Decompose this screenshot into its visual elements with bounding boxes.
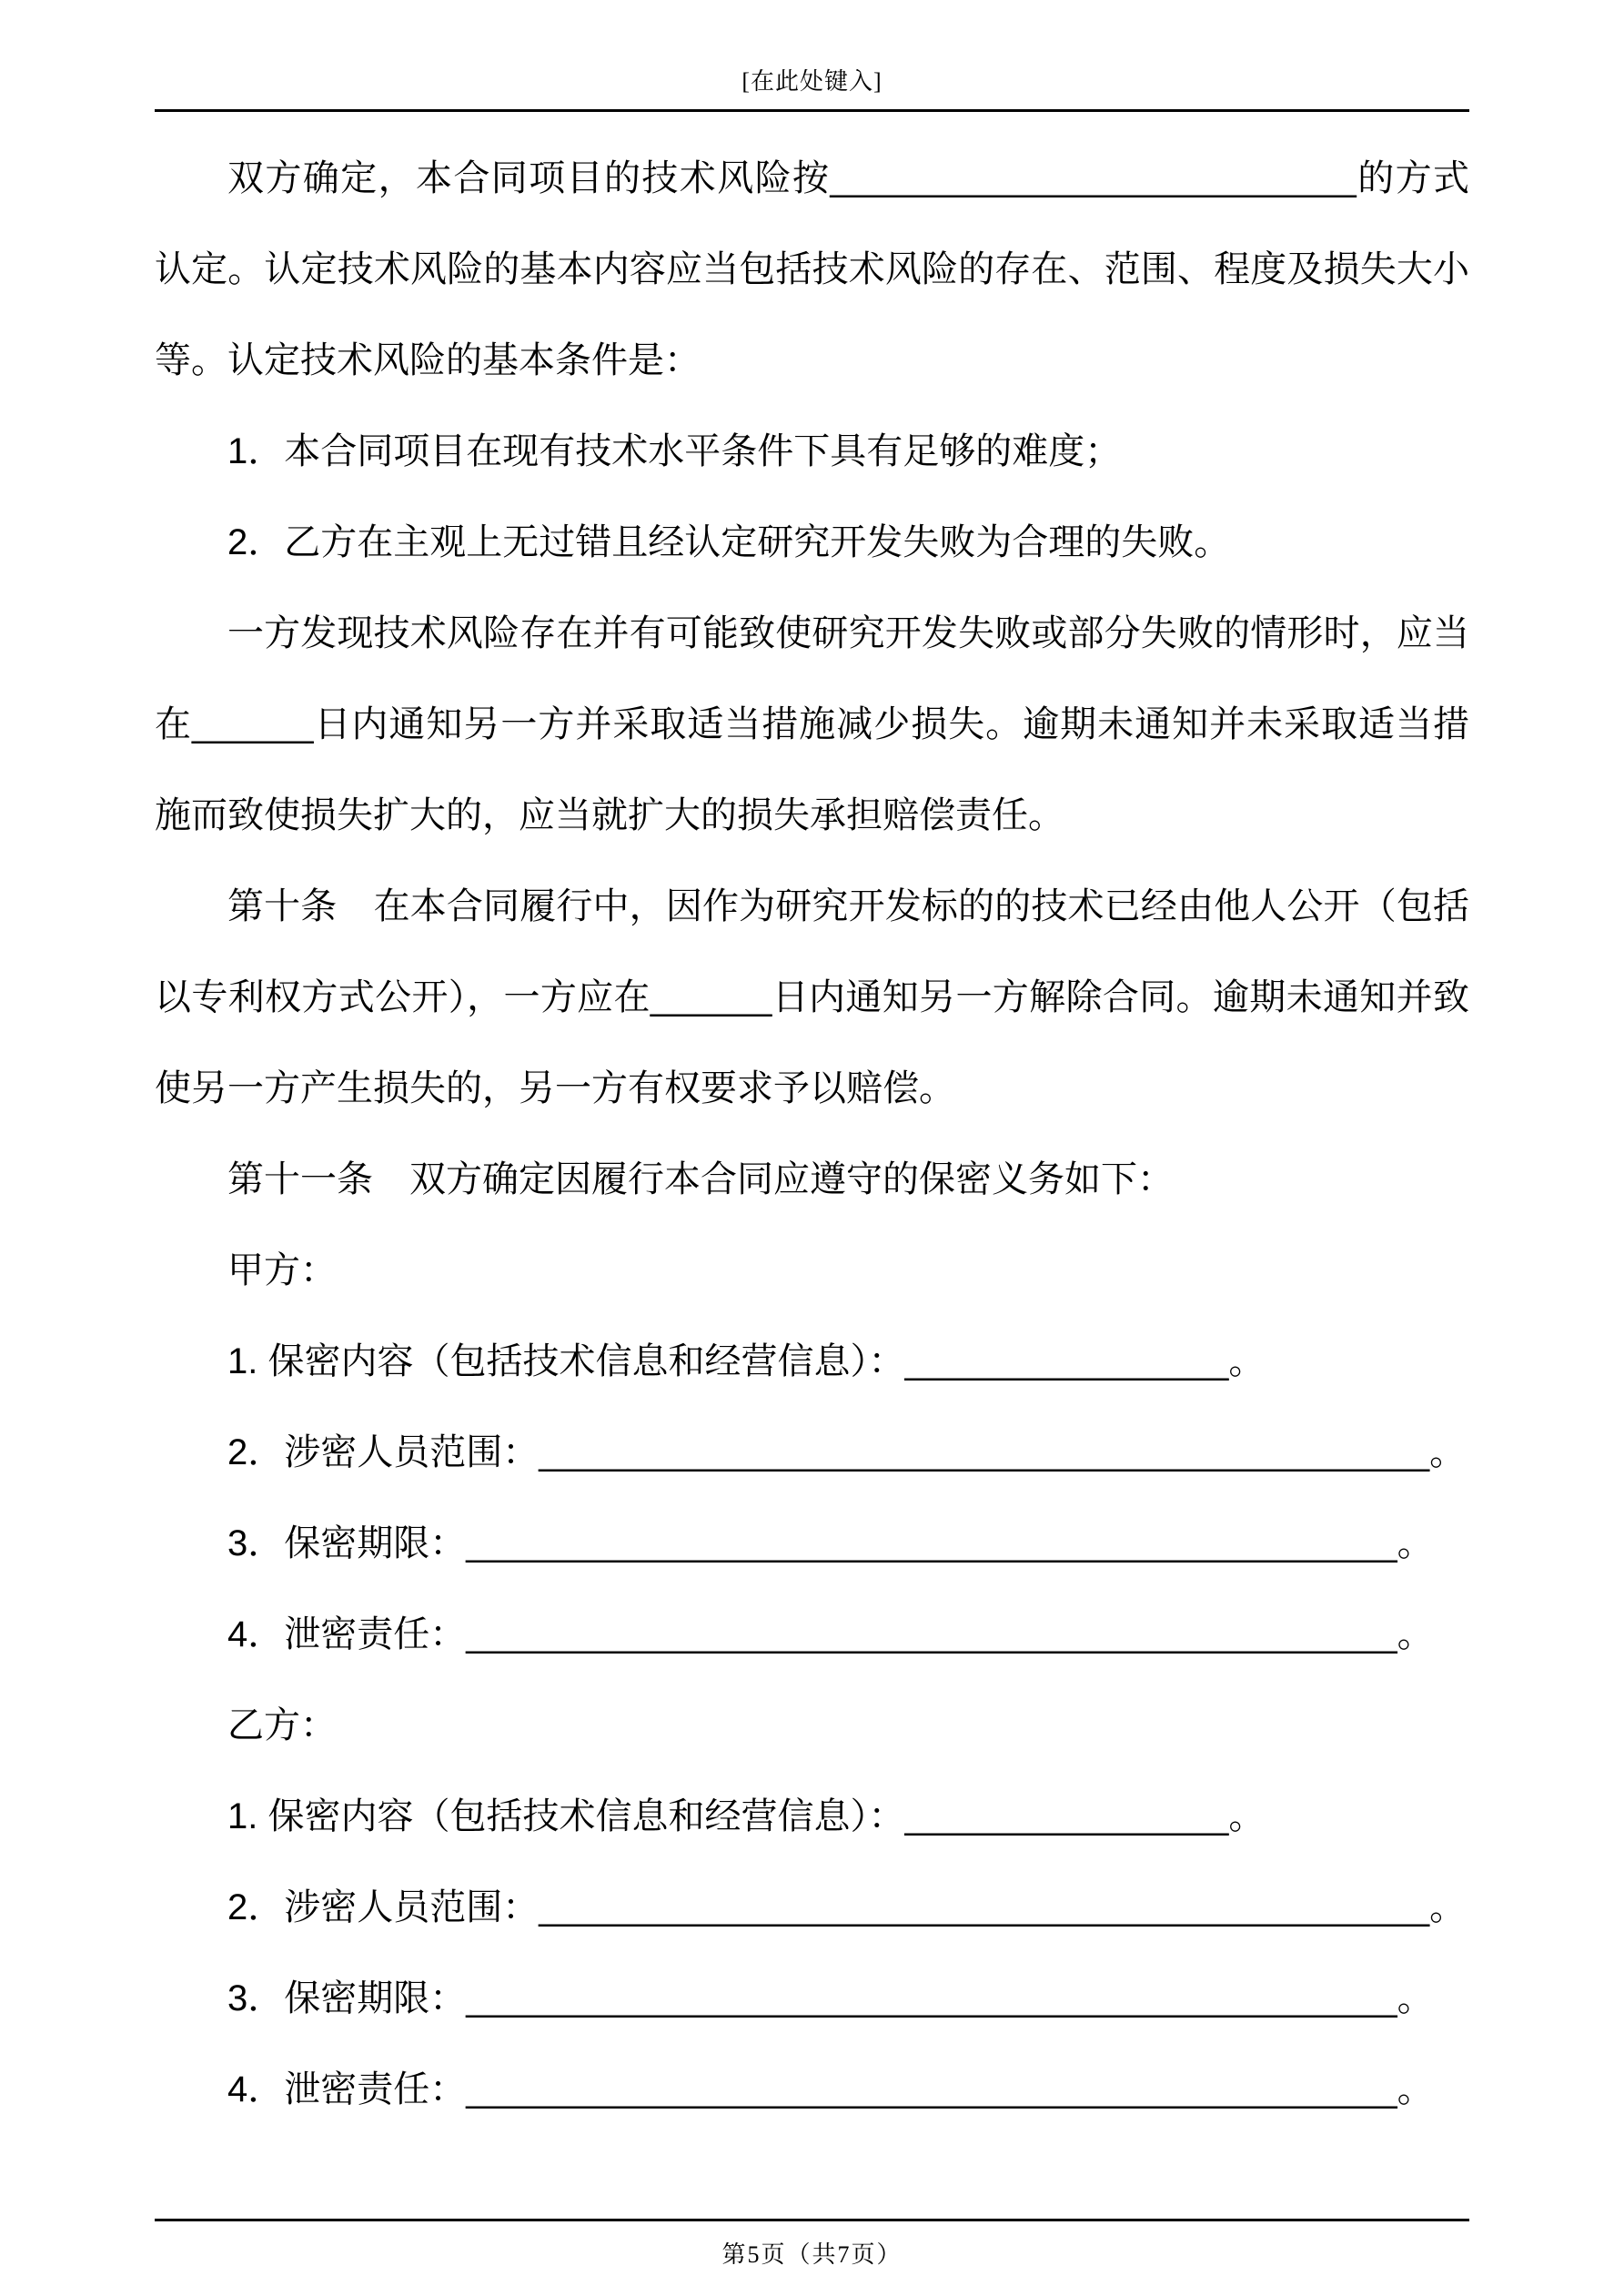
party-b-item-disclosure-liability: 4．泄密责任：______________________________________________。 bbox=[227, 2069, 1434, 2109]
party-a-item-personnel-scope: 2．涉密人员范围：____________________________________________。 bbox=[227, 1432, 1467, 1472]
document-body bbox=[155, 133, 1469, 2135]
paragraph-technical-risk-determination: 双方确定，本合同项目的技术风险按__________________________的方式认定。认定技术风险的基本内容应当包括技术风险的存在、范围、程度及损失大小等。认定技术风险的基本条件是： bbox=[155, 158, 1469, 380]
party-b-item-confidentiality-period: 3．保密期限：______________________________________________。 bbox=[227, 1978, 1434, 2018]
paragraph-article-10: 第十条 在本合同履行中，因作为研究开发标的的技术已经由他人公开（包括以专利权方式公开），一方应在______日内通知另一方解除合同。逾期未通知并致使另一方产生损失的，另一方有权要求予以赔偿。 bbox=[155, 886, 1469, 1108]
party-a-item-confidentiality-period: 3．保密期限：______________________________________________。 bbox=[227, 1523, 1434, 1563]
header-typing-placeholder: [在此处键入] bbox=[741, 68, 883, 95]
paragraph-risk-discovery-notice: 一方发现技术风险存在并有可能致使研究开发失败或部分失败的情形时，应当在______日内通知另一方并采取适当措施减少损失。逾期未通知并未采取适当措施而致使损失扩大的，应当就扩大的损失承担赔偿责任。 bbox=[155, 613, 1469, 835]
party-a-item-confidential-content: 1. 保密内容（包括技术信息和经营信息）：________________。 bbox=[227, 1341, 1266, 1381]
list-item-risk-condition-1: 1．本合同项目在现有技术水平条件下具有足够的难度； bbox=[227, 431, 1122, 471]
page-number: 第5页（共7页） bbox=[721, 2241, 903, 2268]
label-party-b: 乙方： bbox=[227, 1705, 337, 1745]
page-header bbox=[155, 0, 1469, 112]
list-item-risk-condition-2: 2．乙方在主观上无过错且经认定研究开发失败为合理的失败。 bbox=[227, 522, 1231, 562]
page-footer bbox=[155, 2219, 1469, 2270]
party-b-item-personnel-scope: 2．涉密人员范围：____________________________________________。 bbox=[227, 1887, 1467, 1927]
label-party-a: 甲方： bbox=[227, 1250, 337, 1290]
party-b-item-confidential-content: 1. 保密内容（包括技术信息和经营信息）：________________。 bbox=[227, 1796, 1266, 1836]
party-a-item-disclosure-liability: 4．泄密责任：______________________________________________。 bbox=[227, 1614, 1434, 1654]
paragraph-article-11: 第十一条 双方确定因履行本合同应遵守的保密义务如下： bbox=[227, 1159, 1174, 1199]
